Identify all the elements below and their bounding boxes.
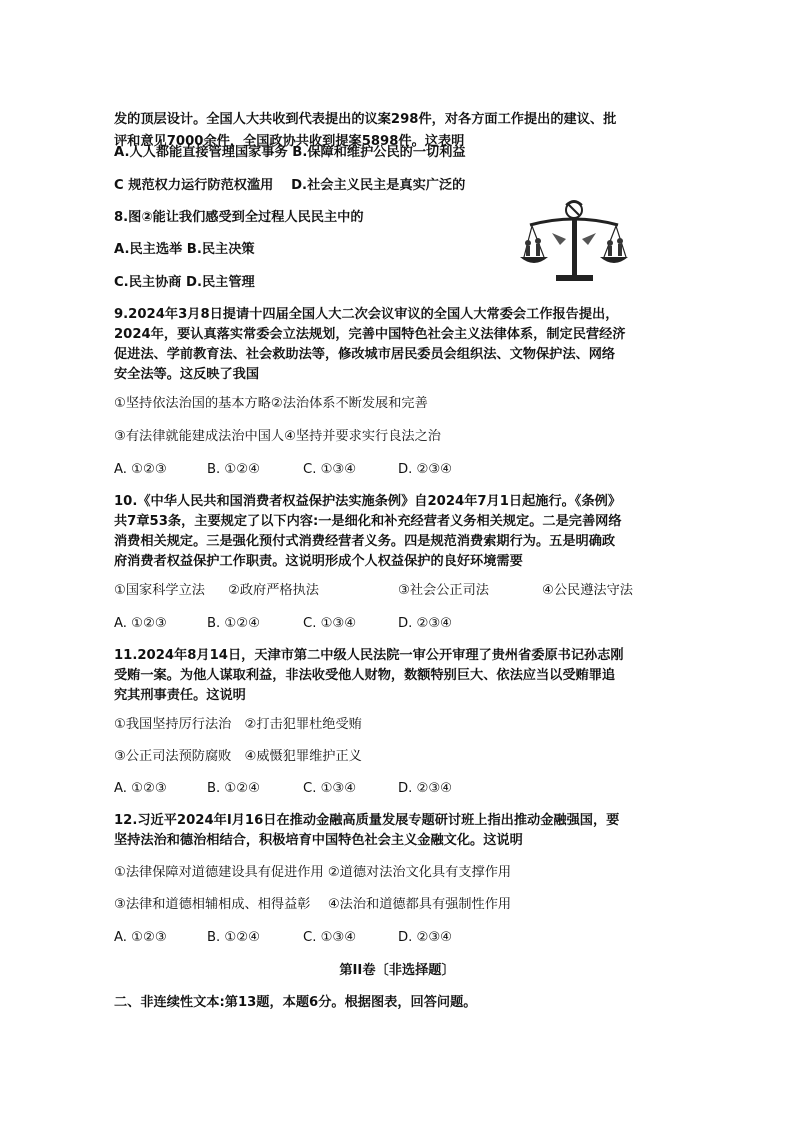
q12-items-1-2: ①法律保障对道德建设具有促进作用 ②道德对法治文化具有支撑作用: [114, 865, 512, 880]
q12-line-2: 坚持法治和德治相结合，积极培育中国特色社会主义金融文化。这说明: [114, 833, 523, 848]
q10-option-d: D. ②③④: [398, 616, 453, 631]
q10-option-c: C. ①③④: [303, 616, 357, 631]
q10-line-2: 共7章53条，主要规定了以下内容:一是细化和补充经营者义务相关规定。二是完善网络: [114, 514, 622, 529]
q12-option-c: C. ①③④: [303, 930, 357, 945]
q10-option-a: A. ①②③: [114, 616, 167, 631]
q11-items-3-4: ③公正司法预防腐败 ④威慑犯罪维护正义: [114, 749, 362, 764]
q9-items-1-2: ①坚持依法治国的基本方略②法治体系不断发展和完善: [114, 396, 428, 411]
q11-items-1-2: ①我国坚持厉行法治 ②打击犯罪杜绝受贿: [114, 717, 362, 732]
part-2-title: 第II卷〔非选择题〕: [339, 963, 455, 978]
q8-stem: 8.图②能让我们感受到全过程人民民主中的: [114, 210, 364, 225]
q9-line-2: 2024年，要认真落实常委会立法规划，完善中国特色社会主义法律体系，制定民营经济: [114, 327, 626, 342]
q10-line-1: 10.《中华人民共和国消费者权益保护法实施条例》自2024年7月1日起施行。《条例》: [114, 494, 622, 509]
q12-line-1: 12.习近平2024年I月16日在推动金融高质量发展专题研讨班上指出推动金融强国，要: [114, 813, 620, 828]
q9-line-4: 安全法等。这反映了我国: [114, 367, 260, 382]
q9-option-d: D. ②③④: [398, 462, 453, 477]
q8-options-cd: C.民主协商 D.民主管理: [114, 275, 255, 290]
q7-options-cd: C 规范权力运行防范权滥用 D.社会主义民主是真实广泛的: [114, 178, 466, 193]
q10-item-4: ④公民遵法守法: [542, 583, 633, 598]
q11-option-b: B. ①②④: [207, 781, 260, 796]
q10-option-b: B. ①②④: [207, 616, 260, 631]
q9-items-3-4: ③有法律就能建成法治中国人④坚持并要求实行良法之治: [114, 429, 441, 444]
q11-line-1: 11.2024年8月14日，天津市第二中级人民法院一审公开审理了贵州省委原书记孙志刚: [114, 648, 624, 663]
q11-option-a: A. ①②③: [114, 781, 167, 796]
q12-option-a: A. ①②③: [114, 930, 167, 945]
q12-option-b: B. ①②④: [207, 930, 260, 945]
q7-line-2: 评和意见7000余件，全国政协共收到提案5898件。这表明: [114, 134, 465, 149]
q9-option-b: B. ①②④: [207, 462, 260, 477]
q12-option-d: D. ②③④: [398, 930, 453, 945]
q8-options-ab: A.民主选举 B.民主决策: [114, 242, 255, 257]
q10-item-1: ①国家科学立法: [114, 583, 205, 598]
scales-of-justice-icon: [516, 199, 632, 285]
q10-item-2: ②政府严格执法: [228, 583, 319, 598]
section-2-heading: 二、非连续性文本:第13题，本题6分。根据图表，回答问题。: [114, 995, 477, 1010]
q9-option-a: A. ①②③: [114, 462, 167, 477]
q9-line-1: 9.2024年3月8日提请十四届全国人大二次会议审议的全国人大常委会工作报告提出，: [114, 307, 619, 322]
q11-option-d: D. ②③④: [398, 781, 453, 796]
q9-line-3: 促进法、学前教育法、社会救助法等，修改城市居民委员会组织法、文物保护法、网络: [114, 347, 616, 362]
q10-line-4: 府消费者权益保护工作职责。这说明形成个人权益保护的良好环境需要: [114, 554, 523, 569]
q10-item-3: ③社会公正司法: [398, 583, 489, 598]
q7-line-1: 发的顶层设计。全国人大共收到代表提出的议案298件，对各方面工作提出的建议、批: [114, 112, 617, 127]
q9-option-c: C. ①③④: [303, 462, 357, 477]
q11-option-c: C. ①③④: [303, 781, 357, 796]
q11-line-2: 受贿一案。为他人谋取利益，非法收受他人财物，数额特别巨大、依法应当以受贿罪追: [114, 668, 616, 683]
q11-line-3: 究其刑事责任。这说明: [114, 688, 246, 703]
q12-items-3-4: ③法律和道德相辅相成、相得益彰 ④法治和道德都具有强制性作用: [114, 897, 512, 912]
q10-line-3: 消费相关规定。三是强化预付式消费经营者义务。四是规范消费索期行为。五是明确政: [114, 534, 616, 549]
q7-options-ab: A.人人都能直接管理国家事务 B.保障和维护公民的一切利益: [114, 145, 466, 160]
